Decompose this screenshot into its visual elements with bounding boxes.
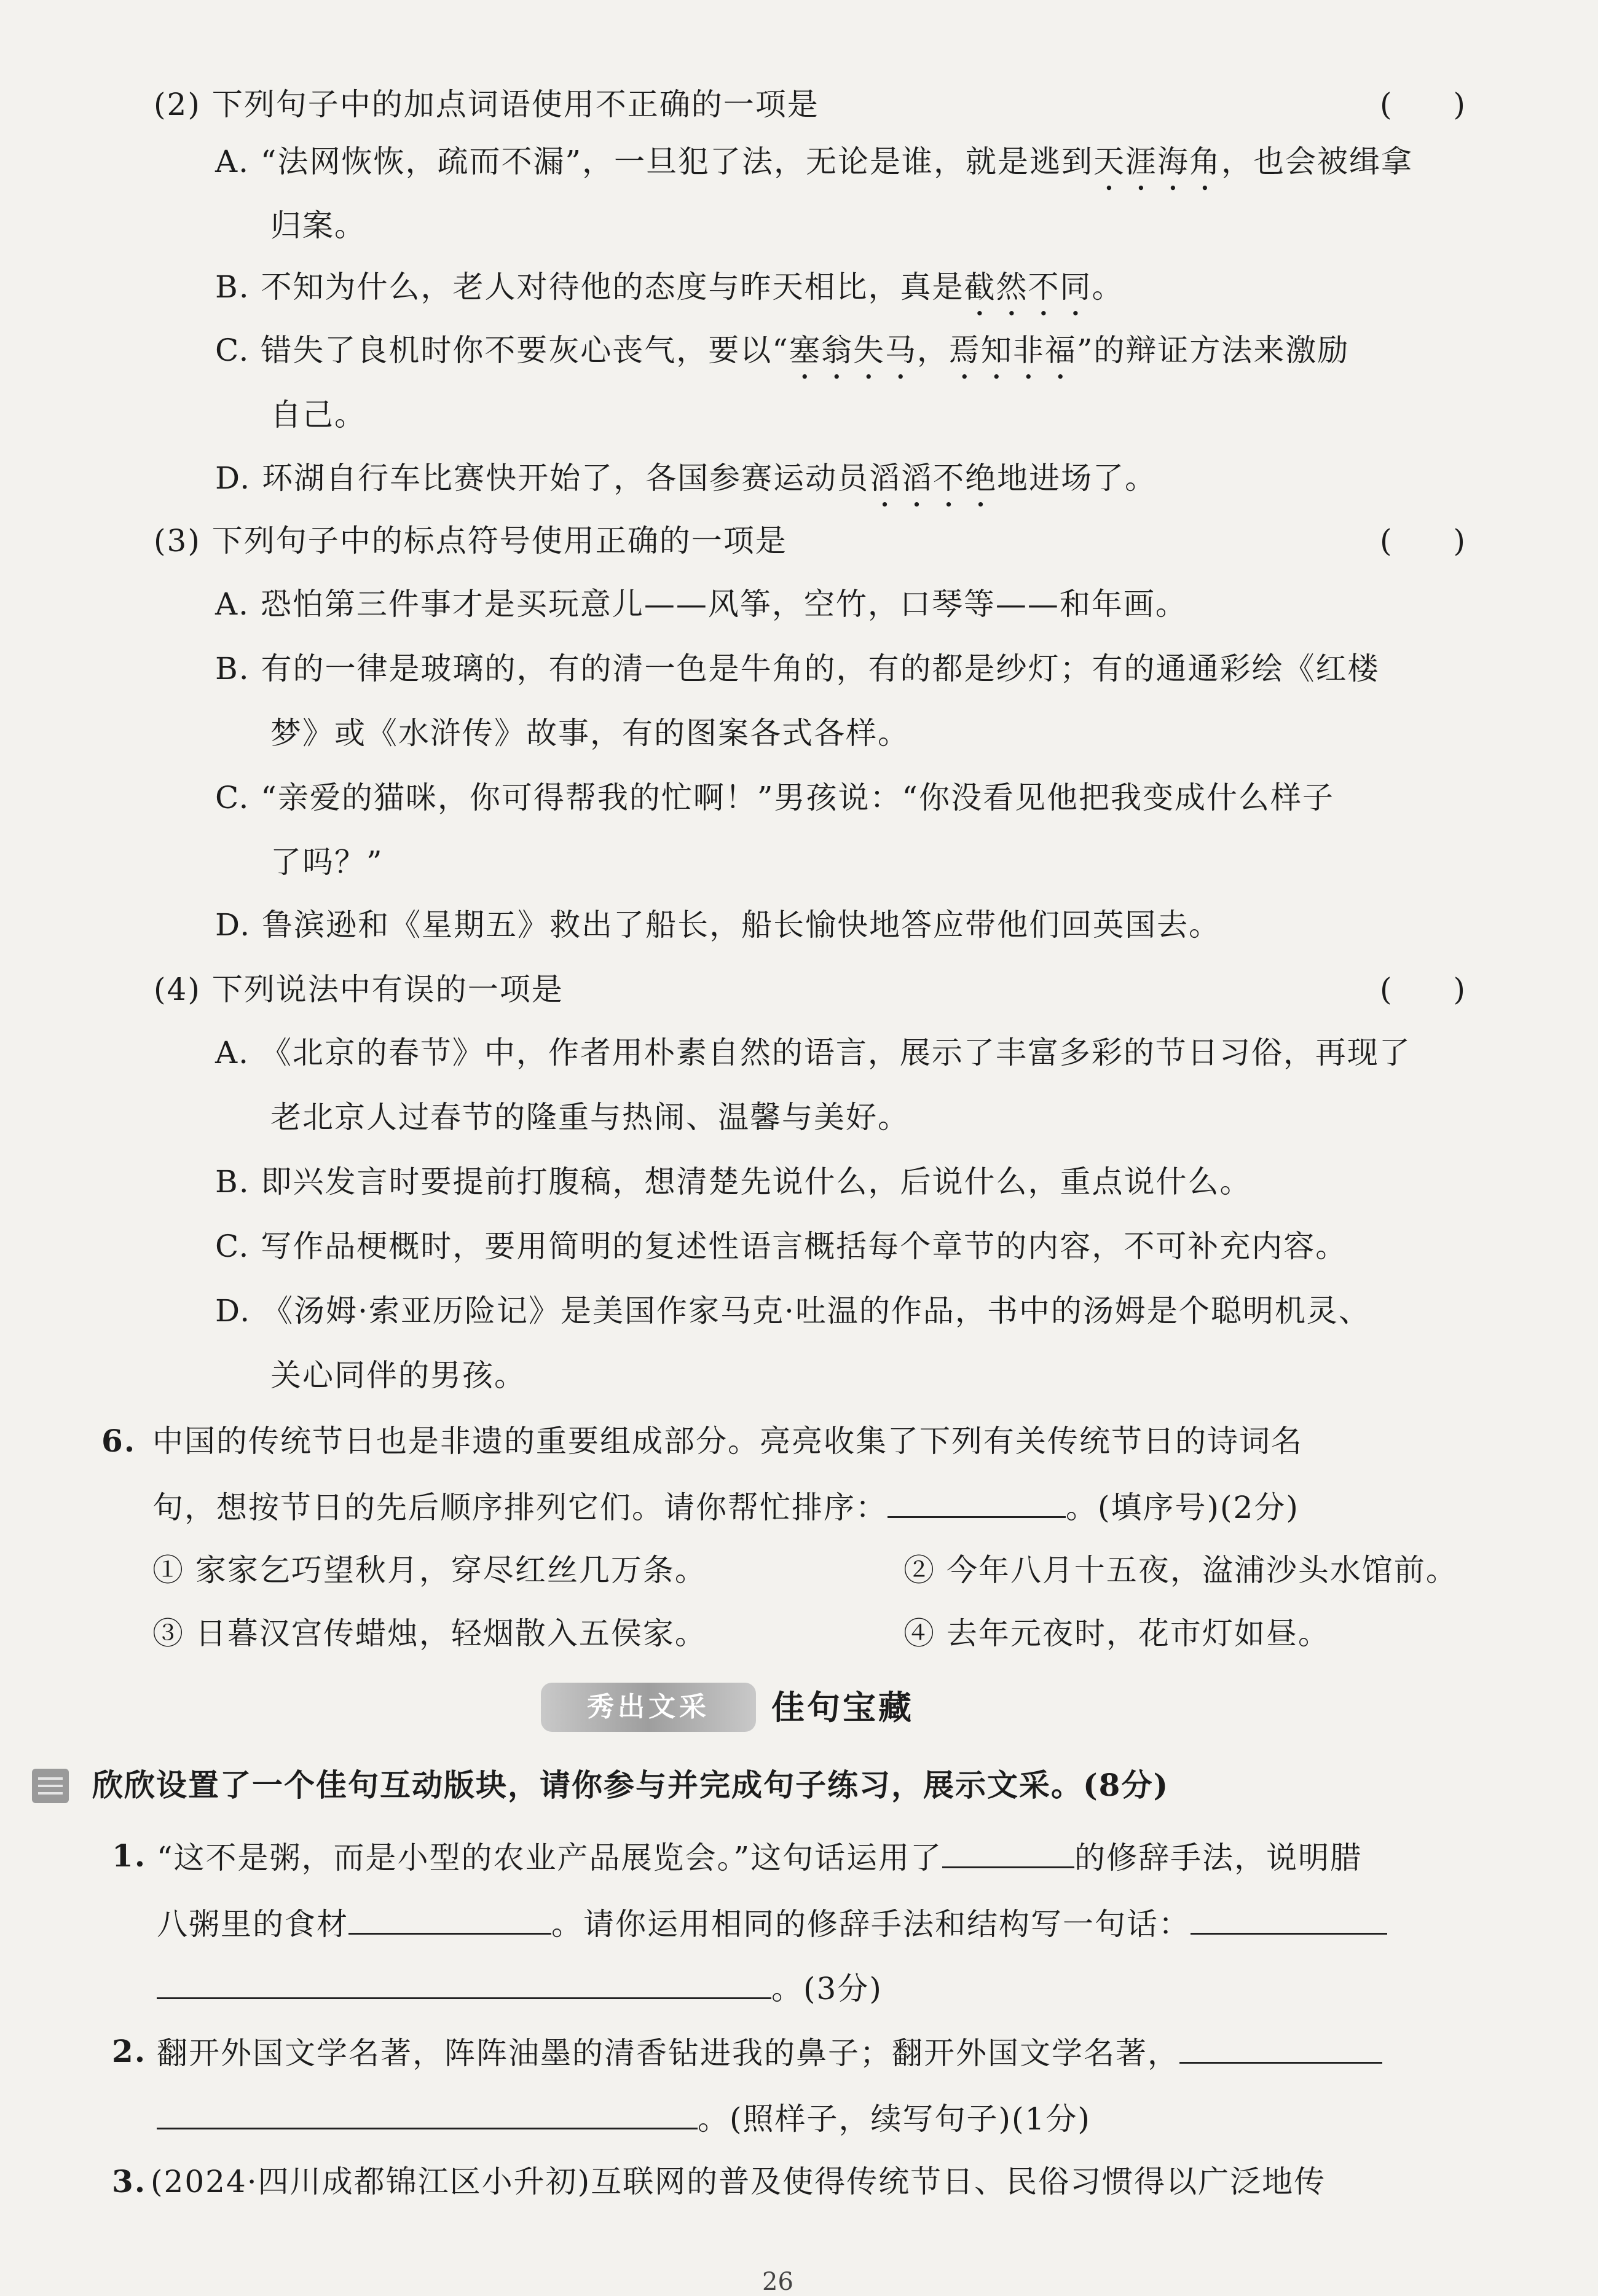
task-s2-blank-2[interactable] — [157, 2096, 698, 2129]
q2-option-d: D. 环湖自行车比赛快开始了，各国参赛运动员滔滔不绝地进场了。 — [215, 460, 1157, 496]
task-s2-line1: 翻开外国文学名著，阵阵油墨的清香钻进我的鼻子；翻开外国文学名著， — [157, 2030, 1382, 2075]
q2-option-a-dotted-word: 天涯海角 — [1093, 144, 1222, 179]
task-s1-sentence-blank-2[interactable] — [157, 1965, 771, 1999]
q2-answer-paren[interactable]: ( ) — [1380, 87, 1466, 122]
q4-option-c: C. 写作品梗概时，要用简明的复述性语言概括每个章节的内容，不可补充内容。 — [215, 1229, 1348, 1264]
q6-option-3: ③ 日暮汉宫传蜡烛，轻烟散入五侯家。 — [152, 1616, 707, 1651]
q3-option-a: A. 恐怕第三件事才是买玩意儿——风筝，空竹，口琴等——和年画。 — [215, 586, 1187, 622]
task-s1-number: 1. — [112, 1838, 147, 1874]
q6-option-2: ② 今年八月十五夜，湓浦沙头水馆前。 — [903, 1552, 1458, 1588]
section-banner: 秀出文采 — [541, 1683, 756, 1732]
q6-answer-blank[interactable] — [888, 1484, 1066, 1518]
q4-option-b: B. 即兴发言时要提前打腹稿，想清楚先说什么，后说什么，重点说什么。 — [215, 1164, 1252, 1200]
q2-option-b-dotted-word: 截然不同 — [964, 269, 1092, 305]
q3-option-c-line1: C. “亲爱的猫咪，你可得帮我的忙啊！”男孩说：“你没看见他把我变成什么样子 — [215, 780, 1334, 816]
page-number: 26 — [762, 2268, 793, 2296]
q6-option-1: ① 家家乞巧望秋月，穿尽红丝几万条。 — [152, 1552, 707, 1588]
q4-option-a-line1: A. 《北京的春节》中，作者用朴素自然的语言，展示了丰富多彩的节日习俗，再现了 — [215, 1035, 1411, 1071]
q4-answer-paren[interactable]: ( ) — [1380, 972, 1466, 1007]
task-s2-blank-1[interactable] — [1179, 2030, 1382, 2064]
q6-option-4: ④ 去年元夜时，花市灯如昼。 — [903, 1616, 1330, 1651]
q2-option-b: B. 不知为什么，老人对待他的态度与昨天相比，真是截然不同。 — [215, 269, 1124, 305]
section-title: 佳句宝藏 — [771, 1688, 914, 1727]
task-s1-rhetoric-blank[interactable] — [942, 1834, 1074, 1868]
q3-option-b-line1: B. 有的一律是玻璃的，有的清一色是牛角的，有的都是纱灯；有的通通彩绘《红楼 — [215, 651, 1380, 686]
q2-option-c-dotted-word: 塞翁失马，焉知非福 — [789, 332, 1077, 368]
task-s1-sentence-blank-1[interactable] — [1191, 1901, 1387, 1935]
q4-option-d-line2: 关心同伴的男孩。 — [270, 1358, 526, 1393]
q4-option-d-line1: D. 《汤姆·索亚历险记》是美国作家马克·吐温的作品，书中的汤姆是个聪明机灵、 — [215, 1293, 1371, 1329]
task-intro: 欣欣设置了一个佳句互动版块，请你参与并完成句子练习，展示文采。(8分) — [92, 1767, 1170, 1803]
q4-option-a-line2: 老北京人过春节的隆重与热闹、温馨与美好。 — [270, 1099, 910, 1135]
q2-stem: (2) 下列句子中的加点词语使用不正确的一项是 — [154, 87, 819, 122]
task-list-icon — [32, 1769, 69, 1803]
q3-option-b-line2: 梦》或《水浒传》故事，有的图案各式各样。 — [270, 715, 910, 751]
q4-stem: (4) 下列说法中有误的一项是 — [154, 972, 564, 1007]
task-s2-line2: 。(照样子，续写句子)(1分) — [157, 2096, 1091, 2141]
task-s3-line1: (2024·四川成都锦江区小升初)互联网的普及使得传统节日、民俗习惯得以广泛地传 — [151, 2164, 1326, 2200]
task-s2-number: 2. — [112, 2033, 147, 2069]
q3-option-d: D. 鲁滨逊和《星期五》救出了船长，船长愉快地答应带他们回英国去。 — [215, 907, 1221, 943]
task-s1-line1: “这不是粥，而是小型的农业产品展览会。”这句话运用了 的修辞手法，说明腊 — [157, 1834, 1362, 1879]
q6-number: 6. — [101, 1423, 136, 1459]
q2-option-d-dotted-word: 滔滔不绝 — [869, 460, 998, 496]
q2-option-c-line2: 自己。 — [270, 397, 366, 433]
q2-option-a-line1: A. “法网恢恢，疏而不漏”，一旦犯了法，无论是谁，就是逃到天涯海角，也会被缉拿 — [215, 144, 1414, 179]
q3-answer-paren[interactable]: ( ) — [1380, 523, 1466, 559]
q6-line1: 中国的传统节日也是非遗的重要组成部分。亮亮收集了下列有关传统节日的诗词名 — [152, 1423, 1303, 1459]
q3-stem: (3) 下列句子中的标点符号使用正确的一项是 — [154, 523, 787, 559]
q2-option-c-line1: C. 错失了良机时你不要灰心丧气，要以“塞翁失马，焉知非福”的辩证方法来激励 — [215, 332, 1350, 368]
task-s1-line3: 。(3分) — [157, 1965, 883, 2010]
q6-line2: 句，想按节日的先后顺序排列它们。请你帮忙排序： 。(填序号)(2分) — [152, 1484, 1299, 1529]
q2-option-a-line2: 归案。 — [270, 208, 366, 243]
task-s3-number: 3. — [112, 2163, 147, 2200]
task-s1-line2: 八粥里的食材 。请你运用相同的修辞手法和结构写一句话： — [157, 1901, 1387, 1946]
q3-option-c-line2: 了吗？” — [270, 844, 384, 880]
task-s1-ingredients-blank[interactable] — [348, 1901, 551, 1935]
